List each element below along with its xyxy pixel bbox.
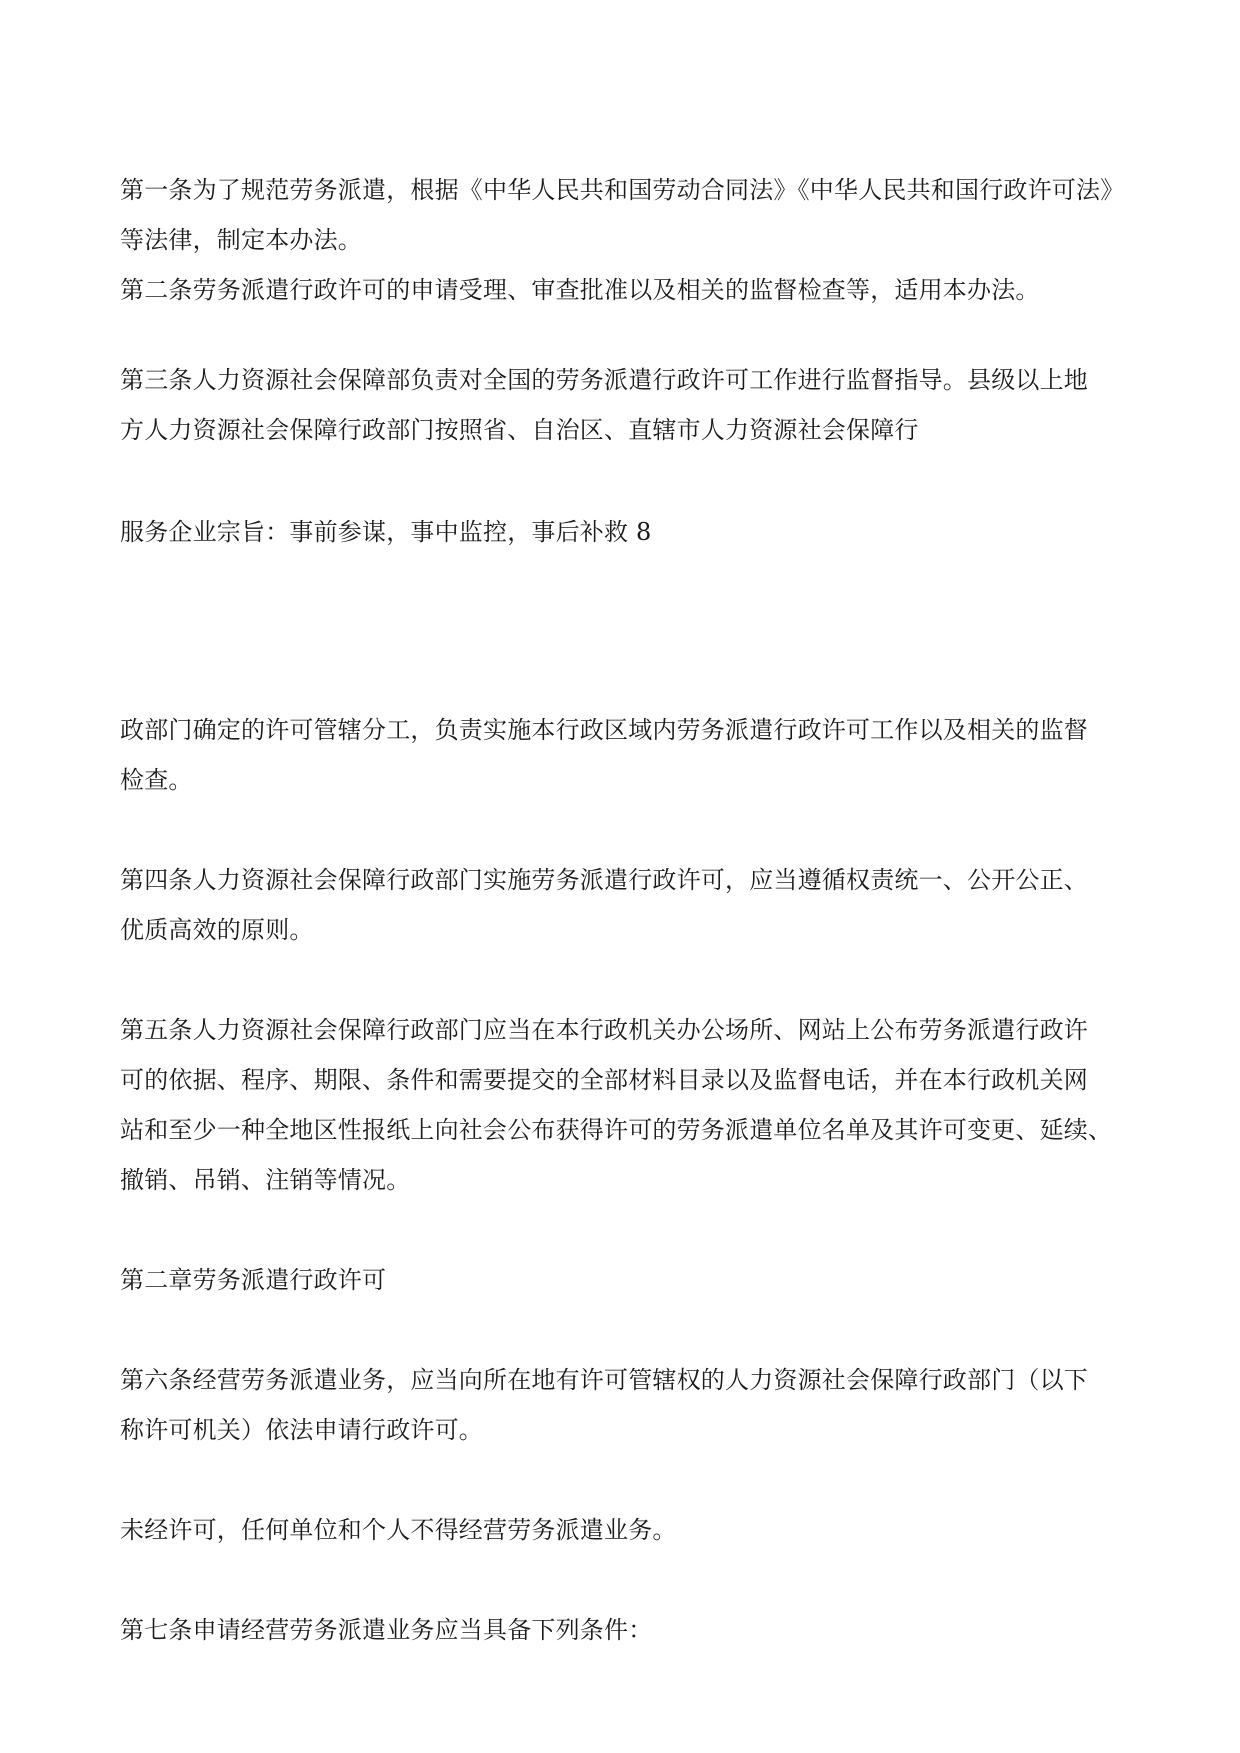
paragraph-article-6: [120, 1355, 1130, 1455]
text-line: 政部门确定的许可管辖分工，负责实施本行政区域内劳务派遣行政许可工作以及相关的监督: [120, 716, 1088, 744]
text-line: 未经许可，任何单位和个人不得经营劳务派遣业务。: [120, 1516, 677, 1544]
text-line: 第二条劳务派遣行政许可的申请受理、审查批准以及相关的监督检查等，适用本办法。: [120, 276, 1040, 304]
text-line: 第五条人力资源社会保障行政部门应当在本行政机关办公场所、网站上公布劳务派遣行政许: [120, 1016, 1088, 1044]
paragraph-article-5: [120, 1005, 1130, 1205]
chapter-heading: [120, 1255, 1130, 1305]
text-line: 第四条人力资源社会保障行政部门实施劳务派遣行政许可，应当遵循权责统一、公开公正、: [120, 866, 1088, 894]
text-line: 称许可机关）依法申请行政许可。: [120, 1416, 483, 1444]
text-line: 服务企业宗旨：事前参谋，事中监控，事后补救 8: [120, 518, 652, 546]
paragraph-service-motto: [120, 507, 1130, 557]
paragraph-article-1: [120, 165, 1130, 265]
paragraph-article-3-continued: [120, 705, 1130, 805]
text-line: 检查。: [120, 766, 193, 794]
text-line: 可的依据、程序、期限、条件和需要提交的全部材料目录以及监督电话，并在本行政机关网: [120, 1066, 1088, 1094]
text-line: 等法律，制定本办法。: [120, 226, 362, 254]
text-line: 第二章劳务派遣行政许可: [120, 1266, 387, 1294]
text-line: 第三条人力资源社会保障部负责对全国的劳务派遣行政许可工作进行监督指导。县级以上地: [120, 366, 1088, 394]
paragraph-article-7: [120, 1605, 1130, 1655]
text-line: 第一条为了规范劳务派遣，根据《中华人民共和国劳动合同法》《中华人民共和国行政许可法》: [120, 176, 1125, 204]
text-line: 第六条经营劳务派遣业务，应当向所在地有许可管辖权的人力资源社会保障行政部门（以下: [120, 1366, 1088, 1394]
paragraph-article-2: [120, 265, 1130, 315]
text-line: 站和至少一种全地区性报纸上向社会公布获得许可的劳务派遣单位名单及其许可变更、延续、: [120, 1116, 1113, 1144]
paragraph-article-6-b: [120, 1505, 1130, 1555]
text-line: 优质高效的原则。: [120, 916, 314, 944]
text-line: 方人力资源社会保障行政部门按照省、自治区、直辖市人力资源社会保障行: [120, 416, 919, 444]
text-line: 第七条申请经营劳务派遣业务应当具备下列条件：: [120, 1616, 653, 1644]
paragraph-article-3: [120, 355, 1130, 455]
text-line: 撤销、吊销、注销等情况。: [120, 1166, 411, 1194]
paragraph-article-4: [120, 855, 1130, 955]
